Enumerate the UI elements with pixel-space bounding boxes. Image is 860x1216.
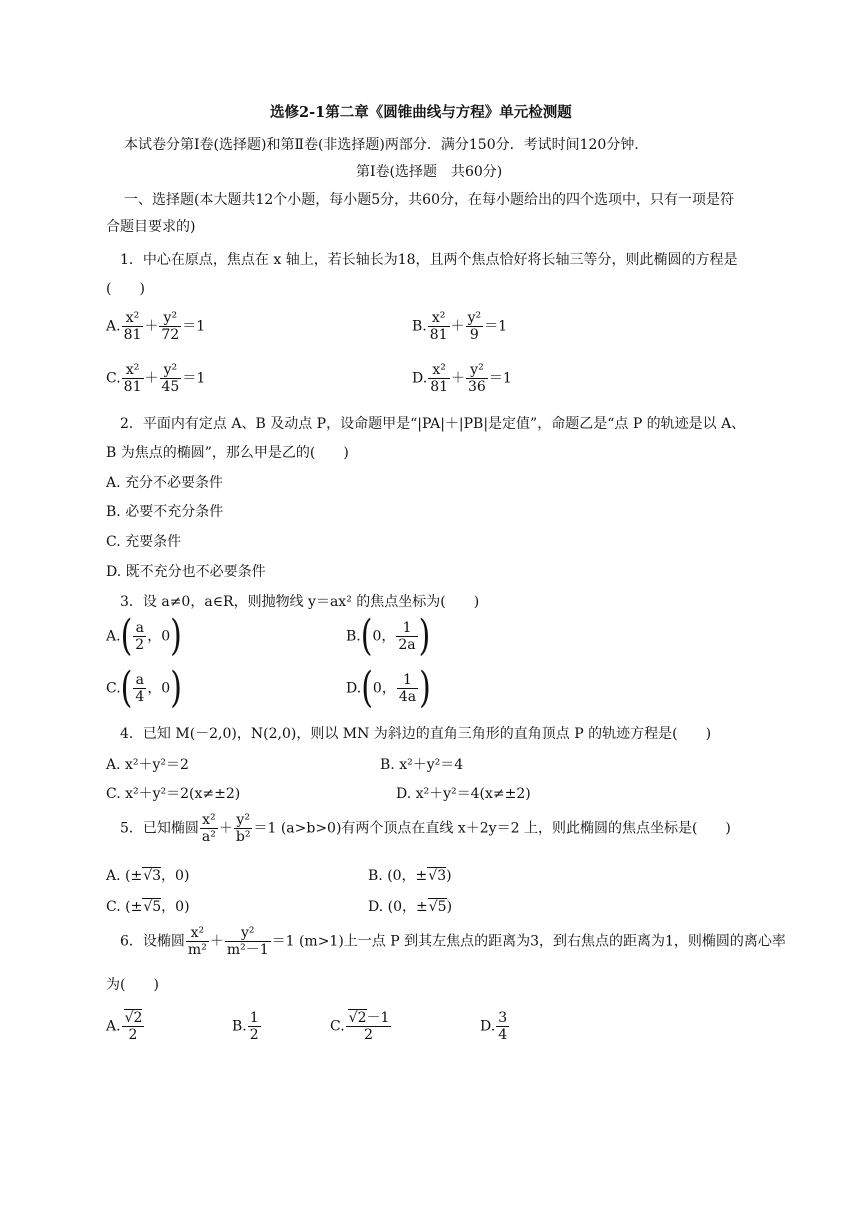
q6-stem: 6．设椭圆 $\frac{\text{x²}}{\text{m²}}$ ＋ $\frac{\text{y²}}{\text{m²－1}}$ ＝1 (m>1)上一点 P 到其左焦点的距离为3，到右焦点的距离为1，则椭圆的离心率 (120, 925, 786, 958)
q3-option-a: A.( $\frac{a}{2}$ ，0) (106, 611, 182, 661)
q5-stem: 5．已知椭圆 $\frac{\text{x²}}{\text{a²}}$ ＋ $\frac{\text{y²}}{\text{b²}}$ ＝1 (a>b>0)有两个顶点在直线 x＋2y＝2 上，则此椭圆的焦点坐标是( ) (120, 812, 731, 845)
q2-option-b: B. 必要不充分条件 (106, 504, 224, 520)
section-line2: 合题目要求的) (106, 219, 196, 235)
part1-heading: 第Ⅰ卷(选择题 共60分) (356, 164, 503, 180)
q5-option-d: D. (0，±√5) (368, 899, 453, 915)
q4-stem: 4．已知 M(－2,0)，N(2,0)，则以 MN 为斜边的直角三角形的直角顶点 P 的轨迹方程是( ) (120, 726, 712, 742)
q3-option-d: D.(0， $\frac{1}{4a}$ ) (346, 663, 431, 713)
q6-option-b: B. $\frac{1}{2}$ (232, 1010, 259, 1043)
q5-option-c: C. (±√5，0) (106, 899, 190, 915)
q4-option-a: A. x²＋y²＝2 (106, 757, 189, 773)
q2-option-c: C. 充要条件 (106, 534, 182, 550)
q6-option-d: D. $\frac{3}{4}$ (480, 1010, 508, 1043)
q1-option-d: D. $\frac{\text{x²}}{81}$ ＋ $\frac{\text{y²}}{36}$ ＝1 (412, 362, 512, 395)
intro-text: 本试卷分第Ⅰ卷(选择题)和第Ⅱ卷(非选择题)两部分．满分150分．考试时间120分钟． (124, 137, 649, 153)
q1-option-a: A. $\frac{\text{x²}}{81}$ ＋ $\frac{\text{y²}}{72}$ ＝1 (106, 310, 206, 343)
q1-option-b: B. $\frac{\text{x²}}{81}$ ＋ $\frac{\text{y²}}{9}$ ＝1 (412, 310, 508, 343)
section-line1: 一、选择题(本大题共12个小题，每小题5分，共60分，在每小题给出的四个选项中，只有一项是符 (124, 192, 734, 208)
q3-option-c: C.( $\frac{a}{4}$ ，0) (106, 663, 182, 713)
page-title: 选修2-1第二章《圆锥曲线与方程》单元检测题 (270, 104, 572, 121)
q2-stem-line1: 2．平面内有定点 A、B 及动点 P，设命题甲是“|PA|＋|PB|是定值”，命题乙是“点 P 的轨迹是以 A、 (120, 416, 746, 432)
q2-stem-line2: B 为焦点的椭圆”，那么甲是乙的( ) (106, 445, 349, 461)
q4-option-d: D. x²＋y²＝4(x≠±2) (396, 786, 531, 802)
q6-stem-line2: 为( ) (106, 977, 159, 993)
q6-option-a: A. $\frac{√2}{2}$ (106, 1010, 143, 1043)
q3-option-b: B.(0， $\frac{1}{2a}$ ) (346, 611, 431, 661)
q5-option-b: B. (0，±√3) (368, 868, 452, 884)
q2-option-a: A. 充分不必要条件 (106, 475, 224, 491)
q5-option-a: A. (±√3，0) (106, 868, 190, 884)
q4-option-b: B. x²＋y²＝4 (380, 757, 464, 773)
q1-paren: ( ) (106, 281, 145, 297)
q1-stem: 1．中心在原点，焦点在 x 轴上，若长轴长为18，且两个焦点恰好将长轴三等分，则此椭圆的方程是 (120, 252, 738, 268)
q1-option-c: C. $\frac{\text{x²}}{81}$ ＋ $\frac{\text{y²}}{45}$ ＝1 (106, 362, 206, 395)
q6-option-c: C. $\frac{√2-1}{2}$ (330, 1010, 390, 1043)
q4-option-c: C. x²＋y²＝2(x≠±2) (106, 786, 241, 802)
q3-stem: 3．设 a≠0，a∈R，则抛物线 y＝ax² 的焦点坐标为( ) (120, 594, 480, 610)
q2-option-d: D. 既不充分也不必要条件 (106, 564, 266, 580)
